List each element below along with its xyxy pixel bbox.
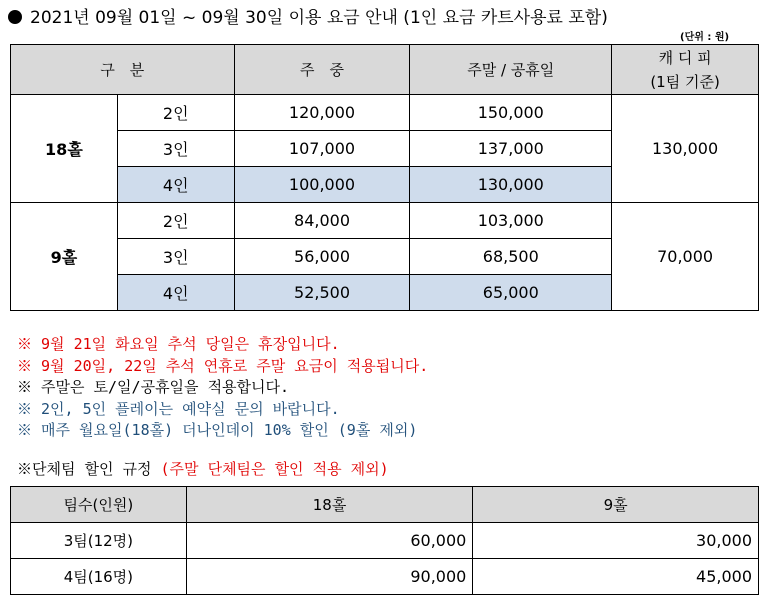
players-cell: 4인 <box>117 275 234 311</box>
header-18-holes: 18홀 <box>186 487 473 523</box>
weekday-price: 100,000 <box>234 167 410 203</box>
weekday-price: 120,000 <box>234 95 410 131</box>
header-caddie <box>612 45 759 95</box>
notes-list <box>17 334 428 442</box>
group-discount-title <box>17 458 389 479</box>
bullet-icon <box>8 10 22 24</box>
page-title-text: 2021년 09월 01일 ~ 09월 30일 이용 요금 안내 (1인 요금 카트사용료 포함) <box>30 8 608 28</box>
discount-18: 90,000 <box>186 559 473 595</box>
weekend-price: 130,000 <box>410 167 612 203</box>
note-item: ※ 2인, 5인 플레이는 예약실 문의 바랍니다. <box>17 399 340 418</box>
weekday-price: 56,000 <box>234 239 410 275</box>
weekend-price: 150,000 <box>410 95 612 131</box>
caddie-fee-18: 130,000 <box>612 95 759 203</box>
teams-cell: 4팀(16명) <box>11 559 187 595</box>
players-cell: 3인 <box>117 239 234 275</box>
header-9-holes: 9홀 <box>473 487 759 523</box>
discount-9: 30,000 <box>473 523 759 559</box>
players-cell: 3인 <box>117 131 234 167</box>
caddie-fee-9: 70,000 <box>612 203 759 311</box>
players-cell: 2인 <box>117 95 234 131</box>
note-item: ※ 9월 21일 화요일 추석 당일은 휴장입니다. <box>17 335 340 353</box>
header-teams: 팀수(인원) <box>11 487 187 523</box>
price-table <box>10 44 759 311</box>
group-title-text: ※단체팀 할인 규정 <box>17 460 152 478</box>
header-caddie-line2: (1팀 기준) <box>650 72 720 91</box>
page-title <box>8 3 608 28</box>
hole-18-label: 18홀 <box>11 95 118 203</box>
weekend-price: 137,000 <box>410 131 612 167</box>
group-discount-table <box>10 486 759 595</box>
players-cell: 4인 <box>117 167 234 203</box>
discount-9: 45,000 <box>473 559 759 595</box>
header-weekday: 주 중 <box>234 45 410 95</box>
weekend-price: 103,000 <box>410 203 612 239</box>
header-caddie-line1: 캐 디 피 <box>658 48 712 67</box>
note-item: ※ 9월 20일, 22일 추석 연휴로 주말 요금이 적용됩니다. <box>17 356 429 375</box>
header-category: 구 분 <box>11 45 235 95</box>
discount-18: 60,000 <box>186 523 473 559</box>
players-cell: 2인 <box>117 203 234 239</box>
weekday-price: 107,000 <box>234 131 410 167</box>
weekday-price: 84,000 <box>234 203 410 239</box>
note-item: ※ 주말은 토/일/공휴일을 적용합니다. <box>17 378 290 396</box>
teams-cell: 3팀(12명) <box>11 523 187 559</box>
header-weekend: 주말 / 공휴일 <box>410 45 612 95</box>
unit-label: (단위 : 원) <box>680 32 730 43</box>
note-item: ※ 매주 월요일(18홀) 더나인데이 10% 할인 (9홀 제외) <box>17 421 418 439</box>
weekday-price: 52,500 <box>234 275 410 311</box>
group-title-note: (주말 단체팀은 할인 적용 제외) <box>160 460 389 478</box>
hole-9-label: 9홀 <box>11 203 118 311</box>
weekend-price: 68,500 <box>410 239 612 275</box>
weekend-price: 65,000 <box>410 275 612 311</box>
